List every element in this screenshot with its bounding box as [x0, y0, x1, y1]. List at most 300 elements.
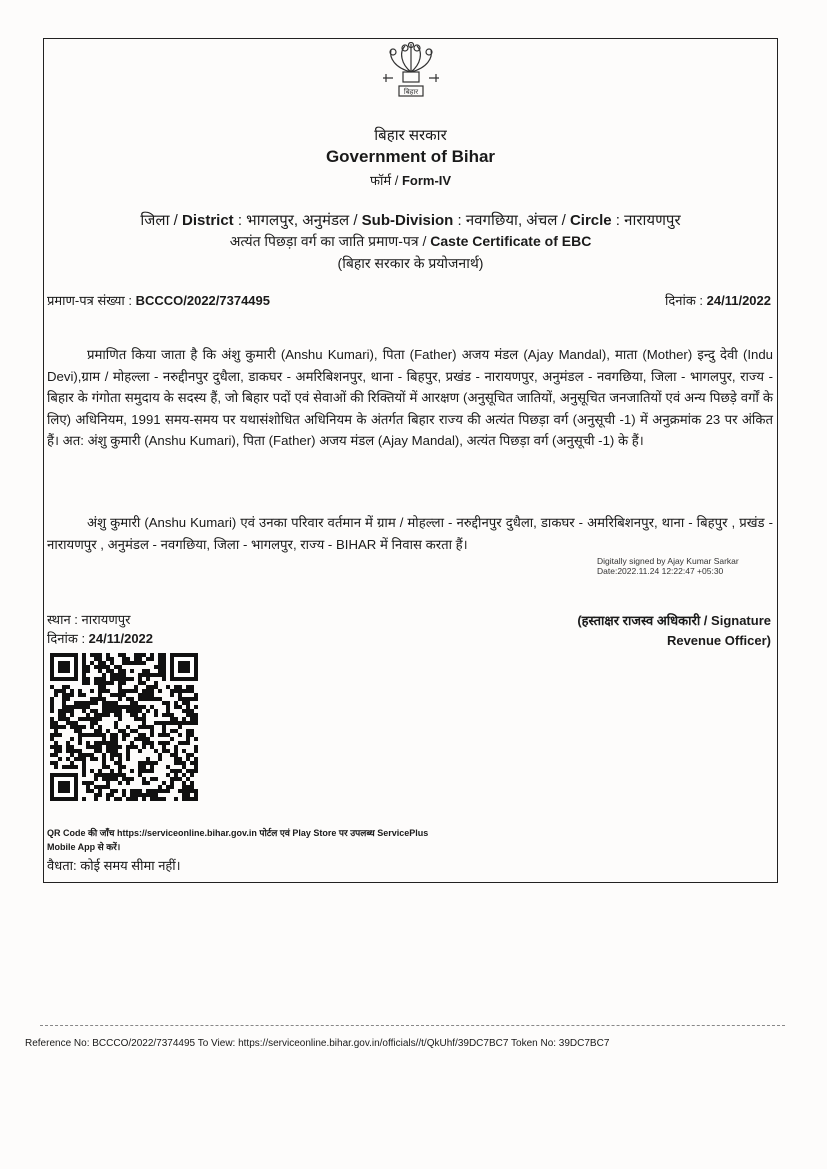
title-hindi: अत्यंत पिछड़ा वर्ग का जाति प्रमाण-पत्र /	[229, 233, 431, 249]
qr-module	[78, 729, 82, 733]
qr-module	[106, 777, 110, 781]
qr-module	[126, 777, 130, 781]
qr-module	[186, 741, 190, 745]
qr-module	[154, 697, 158, 701]
qr-module	[122, 705, 126, 709]
qr-module	[106, 741, 110, 745]
qr-module	[82, 669, 86, 673]
qr-module	[158, 669, 162, 673]
qr-module	[102, 681, 106, 685]
qr-module	[182, 689, 186, 693]
qr-module	[158, 661, 162, 665]
qr-module	[174, 705, 178, 709]
qr-module	[62, 717, 66, 721]
qr-module	[166, 713, 170, 717]
qr-module	[154, 665, 158, 669]
qr-module	[166, 749, 170, 753]
qr-module	[118, 797, 122, 801]
qr-module	[106, 665, 110, 669]
qr-module	[82, 733, 86, 737]
qr-module	[126, 709, 130, 713]
district-label: District	[181, 212, 234, 229]
qr-module	[122, 677, 126, 681]
qr-module	[194, 713, 198, 717]
qr-module	[118, 677, 122, 681]
qr-module	[66, 685, 70, 689]
qr-module	[74, 757, 78, 761]
qr-module	[58, 749, 62, 753]
qr-module	[70, 693, 74, 697]
qr-module	[66, 765, 70, 769]
qr-module	[142, 661, 146, 665]
qr-module	[98, 677, 102, 681]
signatory-block	[577, 611, 771, 651]
qr-module	[190, 769, 194, 773]
qr-module	[130, 697, 134, 701]
qr-module	[138, 761, 142, 765]
qr-module	[66, 697, 70, 701]
qr-module	[182, 781, 186, 785]
qr-module	[98, 749, 102, 753]
qr-module	[94, 749, 98, 753]
qr-module	[98, 689, 102, 693]
qr-module	[86, 741, 90, 745]
qr-module	[82, 693, 86, 697]
qr-module	[154, 709, 158, 713]
qr-module	[106, 653, 110, 657]
qr-module	[162, 653, 166, 657]
qr-module	[158, 673, 162, 677]
qr-module	[62, 693, 66, 697]
qr-module	[138, 769, 142, 773]
qr-module	[78, 749, 82, 753]
qr-module	[106, 713, 110, 717]
qr-module	[186, 729, 190, 733]
qr-module	[182, 721, 186, 725]
qr-module	[86, 785, 90, 789]
qr-module	[94, 721, 98, 725]
qr-module	[174, 797, 178, 801]
qr-module	[102, 713, 106, 717]
qr-module	[174, 777, 178, 781]
qr-module	[186, 753, 190, 757]
qr-module	[94, 677, 98, 681]
qr-module	[146, 673, 150, 677]
qr-module	[58, 733, 62, 737]
certificate-number	[47, 291, 270, 309]
qr-module	[114, 713, 118, 717]
qr-module	[86, 781, 90, 785]
qr-module	[150, 725, 154, 729]
qr-module	[74, 765, 78, 769]
qr-module	[142, 681, 146, 685]
qr-module	[118, 717, 122, 721]
qr-module	[118, 693, 122, 697]
qr-module	[54, 749, 58, 753]
qr-module	[146, 769, 150, 773]
qr-module	[102, 689, 106, 693]
qr-module	[110, 669, 114, 673]
qr-module	[106, 681, 110, 685]
qr-module	[82, 797, 86, 801]
qr-module	[54, 721, 58, 725]
qr-module	[182, 697, 186, 701]
qr-module	[190, 733, 194, 737]
qr-module	[98, 661, 102, 665]
qr-module	[78, 753, 82, 757]
qr-module	[134, 745, 138, 749]
form-english: Form-IV	[401, 173, 452, 188]
qr-module	[94, 665, 98, 669]
qr-module	[146, 685, 150, 689]
qr-module	[58, 781, 70, 793]
qr-module	[174, 717, 178, 721]
qr-note	[47, 826, 428, 854]
district-label-hi: जिला /	[140, 212, 182, 229]
qr-module	[122, 789, 126, 793]
qr-module	[134, 729, 138, 733]
qr-module	[130, 713, 134, 717]
title-english: Caste Certificate of EBC	[430, 233, 592, 249]
qr-module	[90, 697, 94, 701]
qr-module	[138, 733, 142, 737]
qr-module	[86, 669, 90, 673]
qr-module	[50, 721, 54, 725]
qr-module	[66, 709, 70, 713]
certificate-title	[43, 232, 778, 251]
qr-module	[118, 685, 122, 689]
qr-module	[86, 789, 90, 793]
reference-line: Reference No: BCCCO/2022/7374495 To View: https://serviceonline.bihar.gov.in/officials//t/QkUhf/39DC7BC7 Token No: 39DC7BC7	[25, 1038, 610, 1049]
qr-module	[102, 733, 106, 737]
qr-module	[94, 701, 98, 705]
circle-label: Circle	[569, 212, 612, 229]
qr-module	[190, 685, 194, 689]
qr-module	[186, 689, 190, 693]
digital-signature-name: Digitally signed by Ajay Kumar Sarkar	[597, 556, 739, 566]
govt-english: Government of Bihar	[325, 147, 496, 166]
qr-module	[110, 705, 114, 709]
qr-module	[70, 689, 74, 693]
qr-module	[138, 653, 142, 657]
qr-module	[78, 705, 82, 709]
qr-module	[90, 769, 94, 773]
qr-module	[166, 705, 170, 709]
qr-module	[170, 729, 174, 733]
qr-module	[102, 765, 106, 769]
qr-module	[138, 705, 142, 709]
qr-module	[178, 777, 182, 781]
qr-module	[170, 781, 174, 785]
qr-module	[126, 733, 130, 737]
qr-module	[178, 661, 190, 673]
qr-module	[154, 777, 158, 781]
qr-module	[58, 725, 62, 729]
qr-module	[106, 745, 110, 749]
qr-module	[142, 725, 146, 729]
qr-module	[110, 737, 114, 741]
qr-module	[186, 733, 190, 737]
qr-module	[134, 789, 138, 793]
qr-module	[78, 689, 82, 693]
qr-module	[182, 701, 186, 705]
qr-module	[54, 733, 58, 737]
qr-module	[134, 661, 138, 665]
qr-module	[62, 725, 66, 729]
qr-module	[114, 677, 118, 681]
qr-module	[62, 697, 66, 701]
qr-module	[122, 773, 126, 777]
qr-module	[174, 761, 178, 765]
qr-module	[66, 745, 70, 749]
qr-module	[78, 701, 82, 705]
qr-module	[118, 773, 122, 777]
qr-module	[178, 697, 182, 701]
qr-module	[82, 773, 86, 777]
qr-module	[98, 789, 102, 793]
qr-module	[62, 765, 66, 769]
qr-module	[154, 793, 158, 797]
qr-module	[82, 653, 86, 657]
qr-module	[146, 757, 150, 761]
qr-module	[138, 737, 142, 741]
qr-module	[78, 717, 82, 721]
qr-module	[110, 757, 114, 761]
qr-module	[54, 765, 58, 769]
qr-module	[186, 701, 190, 705]
qr-module	[86, 701, 90, 705]
qr-module	[142, 793, 146, 797]
qr-module	[66, 693, 70, 697]
qr-module	[94, 773, 98, 777]
qr-module	[106, 709, 110, 713]
qr-module	[114, 777, 118, 781]
qr-module	[50, 701, 54, 705]
qr-module	[114, 773, 118, 777]
qr-module	[98, 681, 102, 685]
qr-module	[130, 797, 134, 801]
qr-module	[178, 741, 182, 745]
qr-module	[98, 685, 102, 689]
qr-module	[138, 793, 142, 797]
qr-module	[126, 697, 130, 701]
qr-module	[86, 753, 90, 757]
qr-module	[122, 657, 126, 661]
qr-module	[122, 777, 126, 781]
qr-module	[94, 713, 98, 717]
qr-module	[186, 713, 190, 717]
qr-module	[150, 653, 154, 657]
qr-module	[66, 757, 70, 761]
qr-module	[106, 689, 110, 693]
qr-module	[138, 717, 142, 721]
qr-module	[154, 713, 158, 717]
qr-module	[74, 729, 78, 733]
qr-module	[70, 705, 74, 709]
qr-module	[118, 769, 122, 773]
qr-module	[78, 733, 82, 737]
qr-module	[82, 725, 86, 729]
qr-module	[118, 753, 122, 757]
qr-module	[162, 729, 166, 733]
qr-module	[138, 677, 142, 681]
qr-module	[62, 701, 66, 705]
certificate-number-value: BCCCO/2022/7374495	[135, 293, 270, 308]
qr-module	[194, 757, 198, 761]
qr-module	[98, 693, 102, 697]
qr-module	[170, 777, 174, 781]
qr-module	[174, 685, 178, 689]
qr-module	[178, 693, 182, 697]
qr-module	[190, 753, 194, 757]
qr-module	[142, 769, 146, 773]
qr-module	[182, 709, 186, 713]
qr-module	[74, 701, 78, 705]
qr-module	[166, 741, 170, 745]
qr-module	[186, 709, 190, 713]
qr-module	[82, 661, 86, 665]
qr-module	[98, 653, 102, 657]
qr-module	[114, 749, 118, 753]
qr-module	[126, 657, 130, 661]
qr-module	[186, 721, 190, 725]
qr-module	[186, 705, 190, 709]
qr-module	[70, 737, 74, 741]
qr-module	[142, 705, 146, 709]
qr-module	[54, 761, 58, 765]
qr-module	[154, 749, 158, 753]
qr-module	[90, 721, 94, 725]
qr-module	[158, 653, 162, 657]
qr-module	[110, 733, 114, 737]
qr-module	[134, 653, 138, 657]
qr-module	[146, 677, 150, 681]
qr-module	[114, 737, 118, 741]
qr-module	[90, 709, 94, 713]
qr-module	[146, 657, 150, 661]
qr-module	[90, 661, 94, 665]
qr-module	[162, 797, 166, 801]
qr-module	[142, 693, 146, 697]
qr-module	[82, 673, 86, 677]
qr-module	[186, 777, 190, 781]
qr-module	[94, 709, 98, 713]
qr-module	[134, 737, 138, 741]
qr-module	[78, 741, 82, 745]
qr-module	[102, 661, 106, 665]
qr-module	[150, 733, 154, 737]
qr-module	[190, 709, 194, 713]
certificate-number-label: प्रमाण-पत्र संख्या :	[47, 293, 136, 308]
qr-module	[122, 689, 126, 693]
qr-module	[174, 721, 178, 725]
qr-module	[82, 761, 86, 765]
qr-module	[110, 773, 114, 777]
qr-module	[58, 709, 62, 713]
form-number	[43, 171, 778, 189]
qr-module	[118, 713, 122, 717]
qr-module	[62, 689, 66, 693]
qr-module	[122, 673, 126, 677]
qr-module	[110, 673, 114, 677]
qr-module	[50, 745, 54, 749]
qr-module	[94, 797, 98, 801]
qr-module	[146, 689, 150, 693]
qr-module	[122, 653, 126, 657]
qr-module	[158, 753, 162, 757]
qr-module	[186, 789, 190, 793]
qr-module	[114, 761, 118, 765]
qr-module	[134, 709, 138, 713]
qr-module	[54, 741, 58, 745]
qr-module	[94, 757, 98, 761]
qr-module	[170, 693, 174, 697]
qr-module	[98, 657, 102, 661]
qr-module	[70, 765, 74, 769]
qr-module	[130, 793, 134, 797]
qr-module	[86, 713, 90, 717]
qr-module	[98, 725, 102, 729]
qr-module	[50, 753, 54, 757]
qr-module	[70, 761, 74, 765]
qr-module	[106, 793, 110, 797]
qr-module	[62, 705, 66, 709]
qr-module	[190, 729, 194, 733]
qr-module	[98, 733, 102, 737]
qr-module	[186, 797, 190, 801]
qr-module	[70, 749, 74, 753]
emblem-text: बिहार	[403, 89, 419, 96]
qr-module	[102, 705, 106, 709]
qr-module	[190, 789, 194, 793]
qr-module	[186, 737, 190, 741]
qr-module	[150, 769, 154, 773]
qr-module	[158, 797, 162, 801]
qr-module	[74, 725, 78, 729]
qr-module	[162, 745, 166, 749]
qr-module	[174, 689, 178, 693]
qr-module	[174, 701, 178, 705]
qr-module	[130, 701, 134, 705]
qr-module	[130, 661, 134, 665]
qr-module	[54, 753, 58, 757]
qr-module	[90, 689, 94, 693]
qr-module	[54, 729, 58, 733]
qr-module	[150, 689, 154, 693]
qr-module	[94, 697, 98, 701]
qr-module	[134, 701, 138, 705]
qr-module	[110, 793, 114, 797]
qr-module	[102, 701, 106, 705]
qr-module	[50, 733, 54, 737]
qr-module	[190, 781, 194, 785]
qr-module	[194, 717, 198, 721]
qr-module	[154, 721, 158, 725]
qr-module	[98, 669, 102, 673]
qr-module	[194, 721, 198, 725]
qr-module	[110, 777, 114, 781]
qr-module	[150, 765, 154, 769]
qr-module	[118, 729, 122, 733]
qr-module	[54, 689, 58, 693]
qr-module	[86, 681, 90, 685]
qr-module	[130, 789, 134, 793]
district-value: : भागलपुर, अनुमंडल /	[233, 212, 362, 229]
qr-module	[110, 657, 114, 661]
qr-module	[146, 709, 150, 713]
qr-module	[146, 789, 150, 793]
qr-module	[94, 729, 98, 733]
